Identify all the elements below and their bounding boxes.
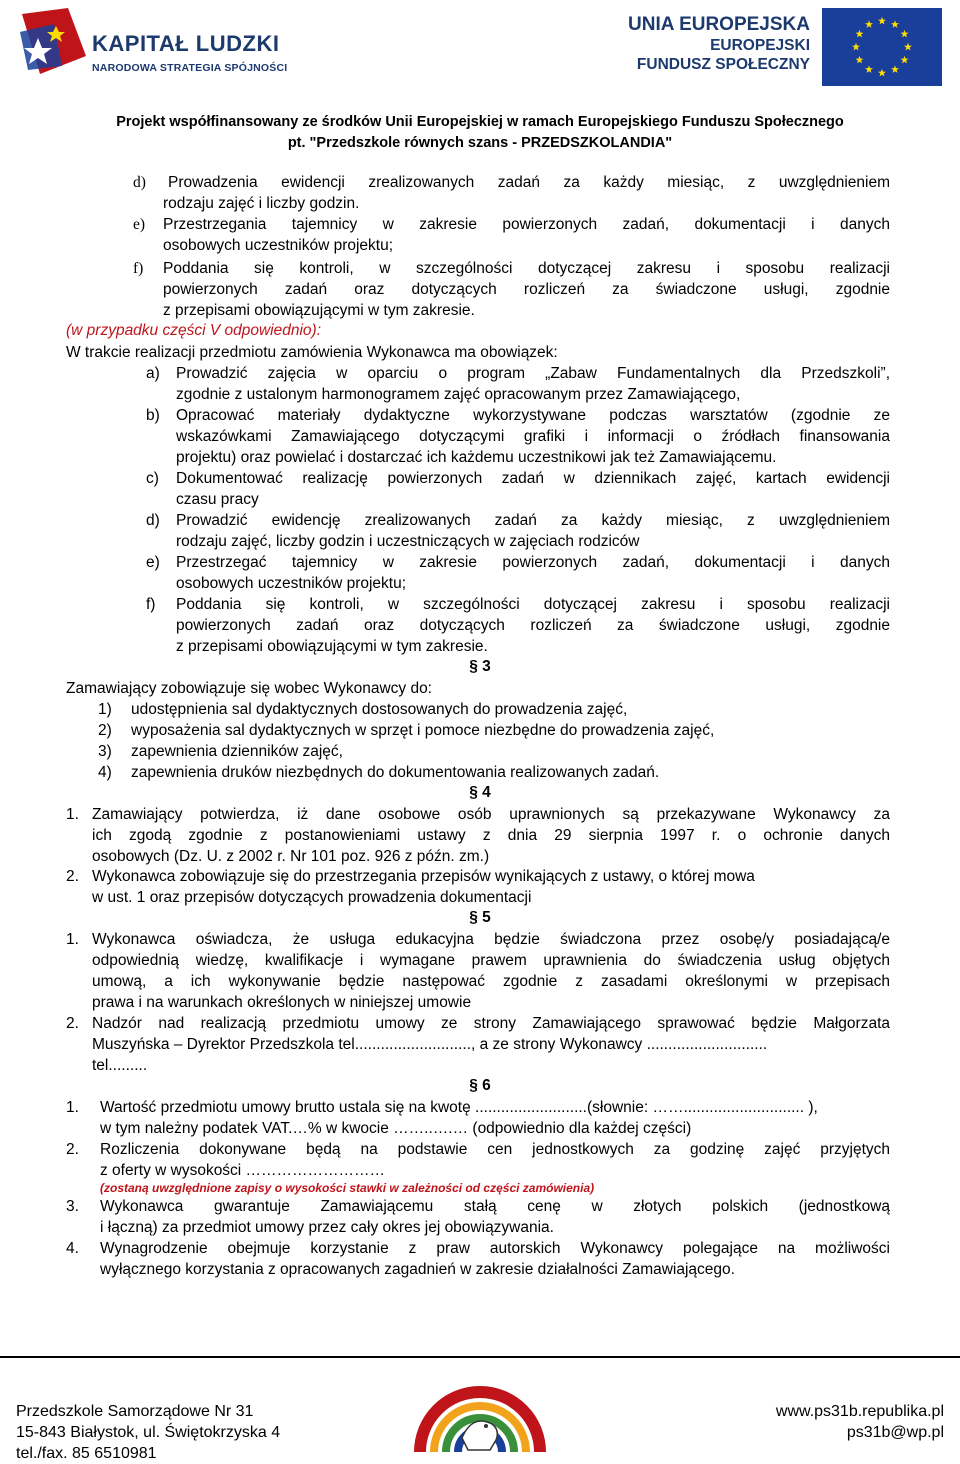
footer-divider (0, 1356, 960, 1358)
footer-school-name: Przedszkole Samorządowe Nr 31 (16, 1403, 254, 1420)
list-number: 1. (66, 806, 79, 823)
list-number: 2) (98, 722, 112, 739)
list-letter: f) (146, 596, 156, 613)
list-item: Wykonawca oświadcza, że usługa edukacyjna będzie świadczona przez osobę/y posiadającą/e odpowiednią wiedzę, kwalifikacje i wymagane prawem uprawnienia do świadczenia usług objętych umową, a ich wykonywanie będzie następować zgodnie z zasadami określonymi w przepisach prawa i na warunkach określonych w niniejszej umowie (92, 931, 890, 1011)
footer-street: 15-843 Białystok, ul. Świętokrzyska 4 (16, 1424, 281, 1441)
part-v-intro: W trakcie realizacji przedmiotu zamówienia Wykonawca ma obowiązek: (66, 344, 558, 361)
project-line-1: Projekt współfinansowany ze środków Unii Europejskiej w ramach Europejskiego Funduszu Społecznego (116, 114, 844, 130)
project-line-2: pt. "Przedszkole równych szans - PRZEDSZKOLANDIA" (287, 135, 673, 151)
list-number: 2. (66, 1141, 79, 1158)
page-header (0, 0, 960, 151)
list-item: udostępnienia sal dydaktycznych dostosowanych do prowadzenia zajęć, (131, 701, 628, 718)
list-item: Wykonawca gwarantuje Zamawiającemu stałą cenę w złotych polskich (jednostkową i łączną) za przedmiot umowy przez cały okres jej obowiązywania. (100, 1198, 890, 1236)
list-item: Wykonawca zobowiązuje się do przestrzegania przepisów wynikających z ustawy, o której mowa w ust. 1 oraz przepisów dotyczących prowadzenia dokumentacji (92, 868, 755, 906)
list-number: 1) (98, 701, 112, 718)
list-number: 4. (66, 1240, 79, 1257)
footer-contact (776, 1401, 944, 1443)
preschool-logo-icon (410, 1372, 550, 1458)
list-item: Dokumentować realizację powierzonych zadań w dziennikach zajęć, kartach ewidencji czasu pracy (176, 470, 890, 508)
eu-line3: FUNDUSZ SPOŁECZNY (636, 56, 810, 73)
list-letter: e) (133, 216, 146, 233)
list-item: Wynagrodzenie obejmuje korzystanie z praw autorskich Wykonawcy polegające na możliwości wyłącznego korzystania z opracowanych zagadnień w zakresie działalności Zamawiającego. (100, 1240, 890, 1278)
list-letter: d) (133, 174, 146, 191)
list-item: Poddania się kontroli, w szczególności dotyczącej zakresu i sposobu realizacji powierzonych zadań oraz dotyczących rozliczeń za świadczone usługi, zgodnie z przepisami obowiązującymi w tym zakresie. (176, 596, 890, 655)
list-item: wyposażenia sal dydaktycznych w sprzęt i pomoce niezbędne do prowadzenia zajęć, (131, 722, 715, 739)
list-number: 1. (66, 1099, 79, 1116)
footer-phone: tel./fax. 85 6510981 (16, 1445, 157, 1462)
list-item: zapewnienia druków niezbędnych do dokumentowania realizowanych zadań. (131, 764, 660, 781)
list-number: 3) (98, 743, 112, 760)
section-3-intro: Zamawiający zobowiązuje się wobec Wykonawcy do: (66, 680, 432, 697)
list-letter: f) (133, 260, 144, 277)
list-item: Wartość przedmiotu umowy brutto ustala się na kwotę ..........................(słownie: ……............................ ), w tym należny podatek VAT.…% w kwocie ……..….… (odpowiednio dla każdej części) (100, 1099, 818, 1137)
eu-line1: UNIA EUROPEJSKA (628, 14, 810, 35)
part-v-note: (w przypadku części V odpowiednio): (66, 322, 322, 339)
eu-line2: EUROPEJSKI (710, 37, 810, 54)
eu-text-block (628, 14, 810, 74)
list-letter: d) (146, 512, 160, 529)
list-number: 2. (66, 1015, 79, 1032)
list-item: Prowadzić ewidencję zrealizowanych zadań za każdy miesiąc, z uwzględnieniem rodzaju zajęć, liczby godzin i uczestniczących w zajęciach rodziców (176, 512, 890, 550)
list-item: Przestrzegać tajemnicy w zakresie powierzonych zadań, dokumentacji i danych osobowych uczestników projektu; (176, 554, 890, 592)
note-text: (zostaną uwzględnione zapisy o wysokości stawki w zależności od części zamówienia) (100, 1181, 595, 1195)
list-item: Opracować materiały dydaktyczne wykorzystywane podczas warsztatów (zgodnie ze wskazówkami Zamawiającego dotyczącymi grafiki i informacji o źródłach finansowania projektu) oraz powielać i dostarczać ich każdemu uczestnikowi jak też Zamawiającemu. (176, 407, 890, 466)
list-number: 3. (66, 1198, 79, 1215)
list-letter: a) (146, 365, 160, 382)
section-5-title: § 5 (469, 909, 491, 926)
list-letter: c) (146, 470, 159, 487)
kapital-ludzki-subtitle: NARODOWA STRATEGIA SPÓJNOŚCI (92, 62, 288, 74)
list-item: Poddania się kontroli, w szczególności dotyczącej zakresu i sposobu realizacji powierzonych zadań oraz dotyczących rozliczeń za świadczone usługi, zgodnie z przepisami obowiązującymi w tym zakresie. (163, 260, 890, 319)
list-item: Rozliczenia dokonywane będą na podstawie cen jednostkowych za godzinę zajęć przyjętych z oferty w wysokości ……………………… (zostaną uwzględnione zapisy o wysokości stawki w zależności od części zamówienia) (100, 1141, 890, 1195)
kapital-ludzki-title: KAPITAŁ LUDZKI (92, 31, 280, 56)
footer-address (16, 1401, 280, 1464)
footer-email-link[interactable]: ps31b@wp.pl (846, 1424, 944, 1441)
list-item: Prowadzenia ewidencji zrealizowanych zadań za każdy miesiąc, z uwzględnieniem rodzaju zajęć i liczby godzin. (163, 174, 890, 212)
list-number: 1. (66, 931, 79, 948)
list-item: Prowadzić zajęcia w oparciu o program „Zabaw Fundamentalnych dla Przedszkoli”, zgodnie z ustalonym harmonogramem zajęć opracowanym przez Zamawiającego, (176, 365, 890, 403)
list-item: zapewnienia dzienników zajęć, (131, 743, 343, 760)
section-4-title: § 4 (469, 784, 491, 801)
section-6-title: § 6 (469, 1077, 491, 1094)
list-item: Przestrzegania tajemnicy w zakresie powierzonych zadań, dokumentacji i danych osobowych uczestników projektu; (163, 216, 890, 254)
section-3-title: § 3 (469, 658, 491, 675)
list-item: Nadzór nad realizacją przedmiotu umowy ze strony Zamawiającego sprawować będzie Małgorzata Muszyńska – Dyrektor Przedszkola tel..........................., a ze strony Wykonawcy ............................ tel......... (92, 1015, 890, 1074)
list-number: 2. (66, 868, 79, 885)
footer-website-link[interactable]: www.ps31b.republika.pl (775, 1403, 944, 1420)
list-letter: b) (146, 407, 160, 424)
list-item: Zamawiający potwierdza, iż dane osobowe osób uprawnionych są przekazywane Wykonawcy za ich zgodą zgodnie z postanowieniami ustawy z dnia 29 sierpnia 1997 r. o ochronie danych osobowych (Dz. U. z 2002 r. Nr 101 poz. 926 z późn. zm.) (92, 806, 890, 865)
eu-flag-icon (822, 8, 942, 86)
list-number: 4) (98, 764, 112, 781)
list-letter: e) (146, 554, 160, 571)
